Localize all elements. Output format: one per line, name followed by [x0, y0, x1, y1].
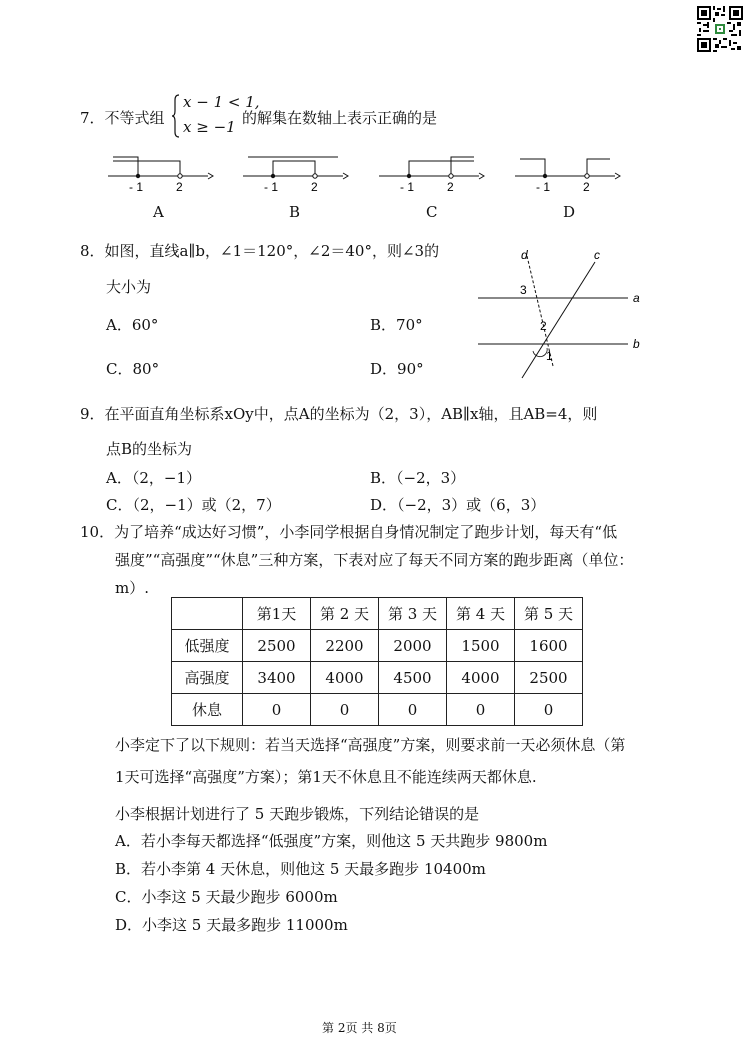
q7-option-a[interactable]: A — [153, 203, 164, 221]
table-cell: 高强度 — [172, 662, 243, 694]
qr-code — [697, 6, 743, 52]
q9-option-c[interactable]: C．（2，−1）或（2，7） — [106, 496, 281, 514]
table-cell: 2500 — [243, 630, 311, 662]
q7-stem-before: 7．不等式组 — [80, 109, 165, 127]
table-header-cell: 第1天 — [243, 598, 311, 630]
table-cell: 2500 — [515, 662, 583, 694]
table-cell: 3400 — [243, 662, 311, 694]
tick-label-neg1: - 1 — [129, 180, 144, 194]
q10-stem-line2: 强度”“高强度”“休息”三种方案，下表对应了每天不同方案的跑步距离（单位： — [115, 551, 634, 569]
q7-system-line2: x ≥ −1 — [183, 118, 236, 136]
angle-1-label: 1 — [546, 349, 553, 363]
q8-option-c[interactable]: C．80° — [106, 360, 160, 378]
number-line-d — [512, 148, 622, 194]
q10-option-b[interactable]: B．若小李第 4 天休息，则他这 5 天最多跑步 10400m — [115, 860, 486, 878]
table-cell: 0 — [243, 694, 311, 726]
table-header-cell: 第 2 天 — [311, 598, 379, 630]
q8-option-b[interactable]: B．70° — [370, 316, 423, 334]
q10-stem-line1: 10．为了培养“成达好习惯”，小李同学根据自身情况制定了跑步计划，每天有“低 — [80, 523, 618, 541]
table-cell: 4000 — [447, 662, 515, 694]
tick-label-2: 2 — [583, 180, 590, 194]
q10-option-a[interactable]: A．若小李每天都选择“低强度”方案，则他这 5 天共跑步 9800m — [115, 832, 548, 850]
system-brace — [172, 94, 180, 138]
number-line-c — [376, 148, 486, 194]
table-header-row — [172, 598, 583, 630]
tick-label-neg1: - 1 — [536, 180, 551, 194]
page-footer: 第 2页 共 8页 — [322, 1021, 397, 1035]
table-cell: 0 — [379, 694, 447, 726]
label-c: c — [594, 248, 600, 262]
q10-rule-line1: 小李定下了以下规则：若当天选择“高强度”方案，则要求前一天必须休息（第 — [115, 736, 626, 754]
q7-option-c[interactable]: C — [426, 203, 438, 221]
q9-option-a[interactable]: A．（2，−1） — [106, 469, 201, 487]
table-cell: 1600 — [515, 630, 583, 662]
q7-system-line1: x − 1 < 1, — [183, 93, 260, 111]
q10-option-c[interactable]: C．小李这 5 天最少跑步 6000m — [115, 888, 338, 906]
q9-option-b[interactable]: B．（−2，3） — [370, 469, 466, 487]
line-c — [522, 262, 595, 378]
q7-stem-after: 的解集在数轴上表示正确的是 — [242, 109, 438, 127]
q8-stem-line1: 8．如图，直线a∥b，∠1＝120°，∠2＝40°，则∠3的 — [80, 242, 440, 260]
table-cell: 休息 — [172, 694, 243, 726]
table-row — [172, 694, 583, 726]
table-cell: 1500 — [447, 630, 515, 662]
table-cell: 0 — [447, 694, 515, 726]
q9-stem-line1: 9．在平面直角坐标系xOy中，点A的坐标为（2，3），AB∥x轴，且AB=4，则 — [80, 405, 598, 423]
q10-option-d[interactable]: D．小李这 5 天最多跑步 11000m — [115, 916, 348, 934]
angle-2-label: 2 — [540, 319, 547, 333]
table-header-cell: 第 5 天 — [515, 598, 583, 630]
table-header-cell: 第 4 天 — [447, 598, 515, 630]
running-distance-table — [171, 597, 583, 726]
tick-label-neg1: - 1 — [400, 180, 415, 194]
number-line-b — [240, 148, 350, 194]
q7-option-b[interactable]: B — [289, 203, 301, 221]
table-cell: 低强度 — [172, 630, 243, 662]
table-header-cell: 第 3 天 — [379, 598, 447, 630]
tick-label-2: 2 — [447, 180, 454, 194]
tick-label-2: 2 — [176, 180, 183, 194]
table-cell: 2200 — [311, 630, 379, 662]
parallel-lines-figure — [470, 238, 650, 383]
q9-stem-line2: 点B的坐标为 — [106, 440, 193, 458]
table-header-cell — [172, 598, 243, 630]
q8-stem-line2: 大小为 — [106, 278, 152, 296]
tick-label-2: 2 — [311, 180, 318, 194]
q10-prompt: 小李根据计划进行了 5 天跑步锻炼，下列结论错误的是 — [115, 805, 480, 823]
q8-option-d[interactable]: D．90° — [370, 360, 424, 378]
number-line-a — [105, 148, 215, 194]
tick-label-neg1: - 1 — [264, 180, 279, 194]
table-row — [172, 630, 583, 662]
q7-option-d[interactable]: D — [563, 203, 576, 221]
table-cell: 0 — [311, 694, 379, 726]
q9-option-d[interactable]: D．（−2，3）或（6，3） — [370, 496, 546, 514]
q10-rule-line2: 1天可选择“高强度”方案）；第1天不休息且不能连续两天都休息. — [115, 768, 537, 786]
table-cell: 4000 — [311, 662, 379, 694]
table-row — [172, 662, 583, 694]
table-cell: 2000 — [379, 630, 447, 662]
table-cell: 4500 — [379, 662, 447, 694]
angle-3-label: 3 — [520, 283, 527, 297]
label-b: b — [633, 337, 640, 351]
label-d: d — [521, 248, 528, 262]
table-cell: 0 — [515, 694, 583, 726]
q8-option-a[interactable]: A．60° — [106, 316, 159, 334]
q10-stem-line3: m）. — [115, 579, 149, 597]
label-a: a — [633, 291, 640, 305]
